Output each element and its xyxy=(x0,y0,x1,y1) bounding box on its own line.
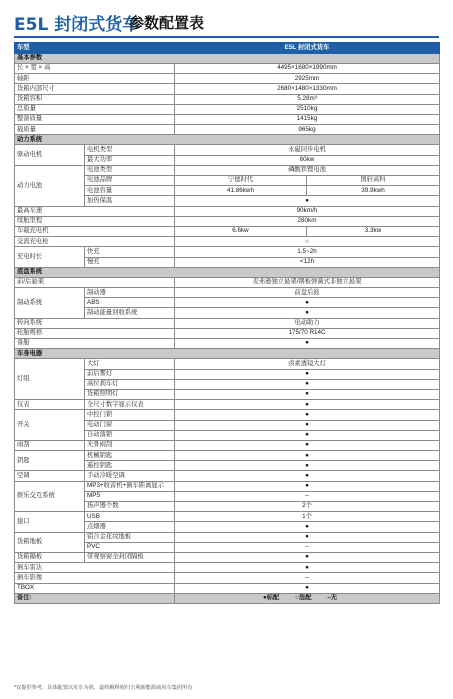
table-row xyxy=(15,226,440,236)
row-label: 扬声器个数 xyxy=(85,502,175,512)
row-value: 175/70 R14C xyxy=(175,328,440,338)
row-label: 货箱照明灯 xyxy=(85,389,175,399)
row-value: ● xyxy=(175,298,440,308)
section-header xyxy=(15,135,440,145)
row-label: 前后雾灯 xyxy=(85,369,175,379)
row-value: ● xyxy=(175,471,440,481)
row-value: 41.86kwh xyxy=(175,186,307,196)
row-value: 60kw xyxy=(175,155,440,165)
table-row xyxy=(15,532,440,542)
row-label: 前/后悬架 xyxy=(15,277,175,287)
row-label: 轴距 xyxy=(15,74,175,84)
row-value: 前盘后鼓 xyxy=(175,288,440,298)
legend-standard: ●标配 xyxy=(262,594,280,602)
row-value: 永磁同步电机 xyxy=(175,145,440,155)
row-label: 带观察窗全封闭隔板 xyxy=(85,552,175,562)
row-label: MP5 xyxy=(85,491,175,501)
table-row xyxy=(15,512,440,522)
group-label: 娱乐交互系统 xyxy=(15,481,85,512)
row-label: 制动器 xyxy=(85,288,175,298)
table-row xyxy=(15,125,440,135)
table-row xyxy=(15,318,440,328)
legend-row xyxy=(15,593,440,603)
table-row xyxy=(15,563,440,573)
row-label: 备胎 xyxy=(15,339,175,349)
row-value: ● xyxy=(175,552,440,562)
spec-table xyxy=(14,42,440,604)
row-label: 电动门窗 xyxy=(85,420,175,430)
row-label: 长 × 宽 × 高 xyxy=(15,63,175,73)
table-row xyxy=(15,94,440,104)
row-label: 轮胎规格 xyxy=(15,328,175,338)
legend xyxy=(175,593,440,603)
row-label: 高位刹车灯 xyxy=(85,379,175,389)
row-label: 无骨雨刮 xyxy=(85,440,175,450)
group-label: 货箱地板 xyxy=(15,532,85,552)
table-row xyxy=(15,63,440,73)
table-row xyxy=(15,104,440,114)
table-row xyxy=(15,74,440,84)
row-value: – xyxy=(175,491,440,501)
group-label: 空调 xyxy=(15,471,85,481)
page-title: E5L 封闭式货车 xyxy=(14,15,140,35)
table-row xyxy=(15,288,440,298)
row-label: ABS xyxy=(85,298,175,308)
row-value: 2个 xyxy=(175,502,440,512)
row-label: 电池类型 xyxy=(85,165,175,175)
group-label: 雨刮 xyxy=(15,440,85,450)
row-label: PVC xyxy=(85,542,175,552)
section-title-chassis: 底盘系统 xyxy=(15,267,440,277)
row-value: ● xyxy=(175,400,440,410)
row-label: 整备质量 xyxy=(15,114,175,124)
row-label: 手动冷暖空调 xyxy=(85,471,175,481)
section-title-basic: 基本参数 xyxy=(15,53,440,63)
row-label: 车载充电机 xyxy=(15,226,175,236)
model-value: E5L 封闭式货车 xyxy=(175,43,440,54)
row-label: 最高车速 xyxy=(15,206,175,216)
row-label: 中控门锁 xyxy=(85,410,175,420)
row-label: TBOX xyxy=(15,583,175,593)
table-row xyxy=(15,84,440,94)
row-label: 交流充电枪 xyxy=(15,237,175,247)
row-value: ● xyxy=(175,522,440,532)
row-value: 280km xyxy=(175,216,440,226)
table-row xyxy=(15,410,440,420)
row-value: ● xyxy=(175,369,440,379)
row-label: 货箱容积 xyxy=(15,94,175,104)
table-row xyxy=(15,145,440,155)
row-label: 总质量 xyxy=(15,104,175,114)
row-label: 货箱内部尺寸 xyxy=(15,84,175,94)
table-row xyxy=(15,583,440,593)
row-label: 倒车影像 xyxy=(15,573,175,583)
row-value: ○ xyxy=(175,237,440,247)
row-value: ● xyxy=(175,308,440,318)
row-value: 国轩高科 xyxy=(307,176,440,186)
table-row xyxy=(15,339,440,349)
row-label: 载质量 xyxy=(15,125,175,135)
row-label: USB xyxy=(85,512,175,522)
row-value: 965kg xyxy=(175,125,440,135)
table-row xyxy=(15,216,440,226)
table-row xyxy=(15,573,440,583)
legend-optional: ○选配 xyxy=(295,594,312,602)
row-label: 大灯 xyxy=(85,359,175,369)
row-value: 2510kg xyxy=(175,104,440,114)
row-value: 90km/h xyxy=(175,206,440,216)
row-value: ● xyxy=(175,440,440,450)
row-value: 6.6kw xyxy=(175,226,307,236)
group-label: 仪表 xyxy=(15,400,85,410)
table-row xyxy=(15,114,440,124)
disclaimer: *仅提供参考，具体配置以实车为准，最终解释权归吉利新能源商用车集团所有 xyxy=(14,685,193,691)
group-label: 开关 xyxy=(15,410,85,441)
row-label: 电池容量 xyxy=(85,186,175,196)
row-label: 全尺寸数字显示仪表 xyxy=(85,400,175,410)
row-value: ● xyxy=(175,410,440,420)
group-label: 钥匙 xyxy=(15,451,85,471)
section-title-body: 车身电器 xyxy=(15,349,440,359)
row-value: 麦弗逊独立悬架/钢板弹簧式非独立悬架 xyxy=(175,277,440,287)
row-label: 倒车雷达 xyxy=(15,563,175,573)
row-value: 1.5~2h xyxy=(175,247,440,257)
row-value: 2680×1480×1330mm xyxy=(175,84,440,94)
table-row xyxy=(15,328,440,338)
page-header xyxy=(14,8,439,38)
table-row xyxy=(15,451,440,461)
row-value: ● xyxy=(175,339,440,349)
legend-label: 备注: xyxy=(15,593,175,603)
table-row xyxy=(15,359,440,369)
table-row xyxy=(15,237,440,247)
group-label: 灯组 xyxy=(15,359,85,400)
table-row xyxy=(15,247,440,257)
group-label: 接口 xyxy=(15,512,85,532)
row-value: 1415kg xyxy=(175,114,440,124)
row-value: ● xyxy=(175,481,440,491)
row-value: 5.28m³ xyxy=(175,94,440,104)
row-value: 电动助力 xyxy=(175,318,440,328)
row-value: 卤素透镜大灯 xyxy=(175,359,440,369)
row-value: <12h xyxy=(175,257,440,267)
section-header xyxy=(15,267,440,277)
row-label: 点烟器 xyxy=(85,522,175,532)
row-value: 3.3kw xyxy=(307,226,440,236)
row-value: ● xyxy=(175,420,440,430)
model-row xyxy=(15,43,440,54)
row-label: 自动落锁 xyxy=(85,430,175,440)
row-value: 1个 xyxy=(175,512,440,522)
row-value: – xyxy=(175,573,440,583)
section-header xyxy=(15,349,440,359)
row-value: 宁德时代 xyxy=(175,176,307,186)
row-value: 磷酸铁锂电池 xyxy=(175,165,440,175)
row-label: 制动能量回收系统 xyxy=(85,308,175,318)
group-label: 制动系统 xyxy=(15,288,85,319)
group-label: 充电时长 xyxy=(15,247,85,267)
table-row xyxy=(15,471,440,481)
table-row xyxy=(15,481,440,491)
group-label: 驱动电机 xyxy=(15,145,85,165)
row-label: 电机类型 xyxy=(85,145,175,155)
row-value: ● xyxy=(175,563,440,573)
model-label: 车型 xyxy=(15,43,175,54)
row-label: 机械钥匙 xyxy=(85,451,175,461)
row-value: ● xyxy=(175,379,440,389)
row-label: 转向系统 xyxy=(15,318,175,328)
table-row xyxy=(15,206,440,216)
row-value: ● xyxy=(175,389,440,399)
row-value: ● xyxy=(175,583,440,593)
table-row xyxy=(15,440,440,450)
row-value: – xyxy=(175,542,440,552)
section-header xyxy=(15,53,440,63)
row-value: ● xyxy=(175,461,440,471)
row-value: 2925mm xyxy=(175,74,440,84)
row-value: 39.9kwh xyxy=(307,186,440,196)
row-value: ● xyxy=(175,430,440,440)
row-label: 遥控钥匙 xyxy=(85,461,175,471)
group-label: 货箱隔板 xyxy=(15,552,85,562)
row-value: ● xyxy=(175,532,440,542)
table-row xyxy=(15,400,440,410)
row-label: 快充 xyxy=(85,247,175,257)
section-title-power: 动力系统 xyxy=(15,135,440,145)
table-row xyxy=(15,165,440,175)
row-value: ● xyxy=(175,196,440,206)
row-label: 电池品牌 xyxy=(85,176,175,186)
row-label: 加热保温 xyxy=(85,196,175,206)
row-label: 慢充 xyxy=(85,257,175,267)
row-label: 续航里程 xyxy=(15,216,175,226)
page-subtitle: 参数配置表 xyxy=(129,14,205,32)
legend-none: –无 xyxy=(327,594,338,602)
row-value: 4495×1680×1990mm xyxy=(175,63,440,73)
row-label: 最大功率 xyxy=(85,155,175,165)
row-label: MP3+收音机+倒车距离显示 xyxy=(85,481,175,491)
table-row xyxy=(15,552,440,562)
group-label: 动力电池 xyxy=(15,165,85,206)
table-row xyxy=(15,277,440,287)
row-label: 铝合金花纹地板 xyxy=(85,532,175,542)
row-value: ● xyxy=(175,451,440,461)
